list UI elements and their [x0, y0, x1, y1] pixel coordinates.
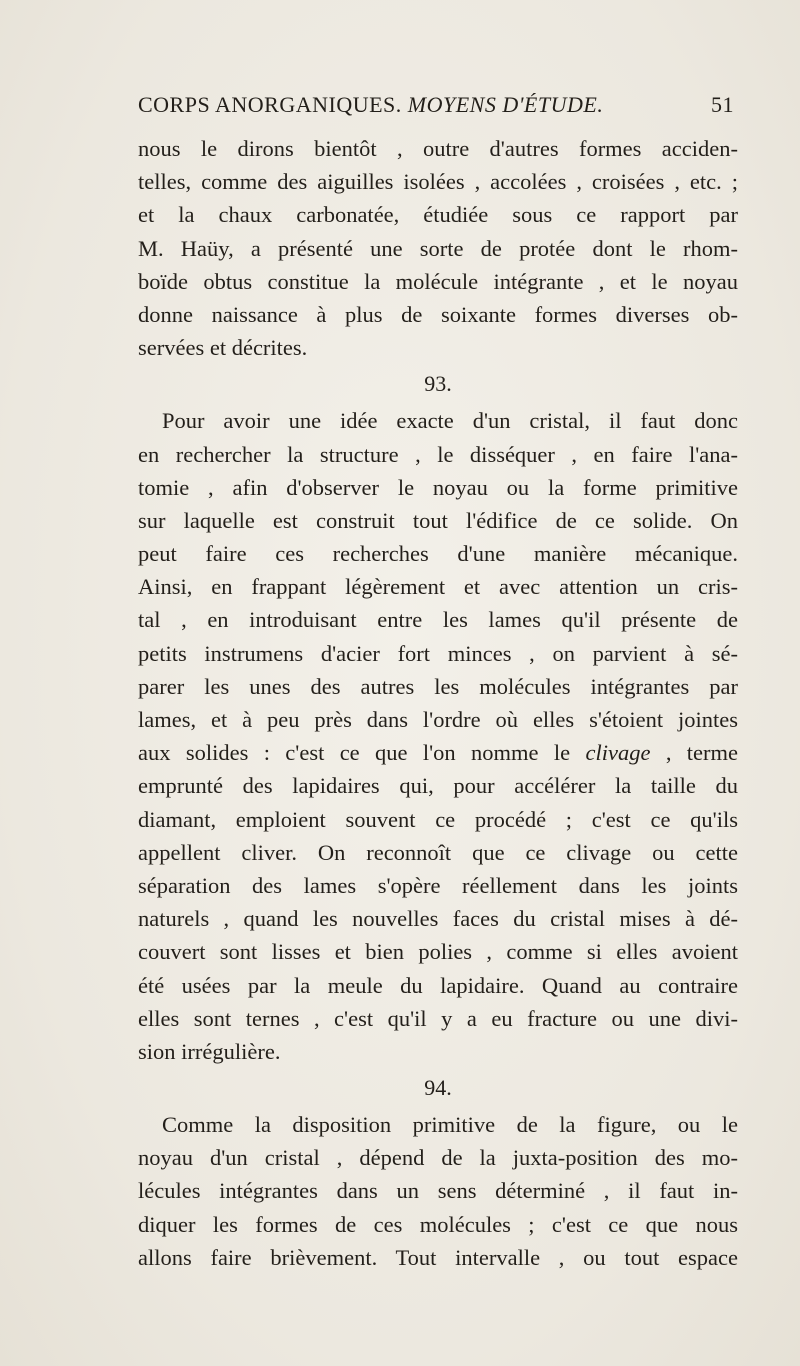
running-title: [138, 92, 603, 118]
text-line: tal , en introduisant entre les lames qu'il présente de: [138, 607, 738, 633]
text-line: lames, et à peu près dans l'ordre où elles s'étoient jointes: [138, 707, 738, 732]
text-line: noyau d'un cristal , dépend de la juxta-position des mo-: [138, 1145, 738, 1171]
text-line: diamant, emploient souvent ce procédé ; c'est ce qu'ils: [138, 806, 738, 832]
text-line: donne naissance à plus de soixante formes diverses ob-: [138, 301, 738, 327]
section-number-94: 94.: [424, 1075, 452, 1101]
clivage-pre: aux solides : c'est ce que l'on nomme le: [138, 740, 571, 766]
text-line: telles, comme des aiguilles isolées , accolées , croisées , etc. ;: [138, 169, 738, 195]
text-line: couvert sont lisses et bien polies , comme si elles avoient: [138, 939, 738, 965]
paragraph-1: [138, 132, 738, 364]
page-header: [138, 92, 734, 122]
page-body: [138, 132, 738, 1274]
text-line: emprunté des lapidaires qui, pour accélérer la taille du: [138, 773, 738, 799]
page-number: 51: [711, 92, 734, 117]
text-line: parer les unes des autres les molécules intégrantes par: [138, 673, 738, 699]
text-line: naturels , quand les nouvelles faces du cristal mises à dé-: [138, 906, 738, 932]
text-line: Comme la disposition primitive de la figure, ou le: [162, 1112, 738, 1138]
text-line: elles sont ternes , c'est qu'il y a eu fracture ou une divi-: [138, 1005, 738, 1031]
text-line: appellent cliver. On reconnoît que ce clivage ou cette: [138, 839, 738, 865]
text-line: et la chaux carbonatée, étudiée sous ce rapport par: [138, 202, 738, 228]
text-line: Ainsi, en frappant légèrement et avec attention un cris-: [138, 574, 738, 600]
text-line-clivage: [138, 736, 738, 769]
text-line: peut faire ces recherches d'une manière mécanique.: [138, 541, 738, 567]
text-line: Pour avoir une idée exacte d'un cristal, il faut donc: [162, 408, 738, 434]
text-line: en rechercher la structure , le disséquer , en faire l'ana-: [138, 441, 738, 467]
text-line: sur laquelle est construit tout l'édifice de ce solide. On: [138, 507, 738, 533]
paragraph-3: [138, 1108, 738, 1274]
clivage-post: , terme: [665, 740, 739, 766]
section-number-93: 93.: [424, 371, 452, 397]
paragraph-2: [138, 404, 738, 1068]
text-line: séparation des lames s'opère réellement dans les joints: [138, 872, 738, 898]
running-title-roman: CORPS ANORGANIQUES.: [138, 92, 402, 117]
text-line: servées et décrites.: [138, 335, 308, 361]
text-line: été usées par la meule du lapidaire. Quand au contraire: [138, 972, 738, 998]
text-line: boïde obtus constitue la molécule intégrante , et le noyau: [138, 268, 738, 294]
text-line: tomie , afin d'observer le noyau ou la forme primitive: [138, 474, 738, 500]
text-line: M. Haüy, a présenté une sorte de protée dont le rhom-: [138, 235, 738, 261]
text-line: sion irrégulière.: [138, 1038, 281, 1064]
running-title-italic: MOYENS D'ÉTUDE.: [407, 92, 604, 117]
clivage-term: clivage: [585, 740, 651, 766]
text-line: petits instrumens d'acier fort minces , on parvient à sé-: [138, 640, 738, 666]
text-line: diquer les formes de ces molécules ; c'est ce que nous: [138, 1211, 738, 1237]
text-line: lécules intégrantes dans un sens déterminé , il faut in-: [138, 1178, 738, 1204]
text-line: allons faire brièvement. Tout intervalle , ou tout espace: [138, 1244, 738, 1270]
text-line: nous le dirons bientôt , outre d'autres formes acciden-: [138, 136, 738, 161]
